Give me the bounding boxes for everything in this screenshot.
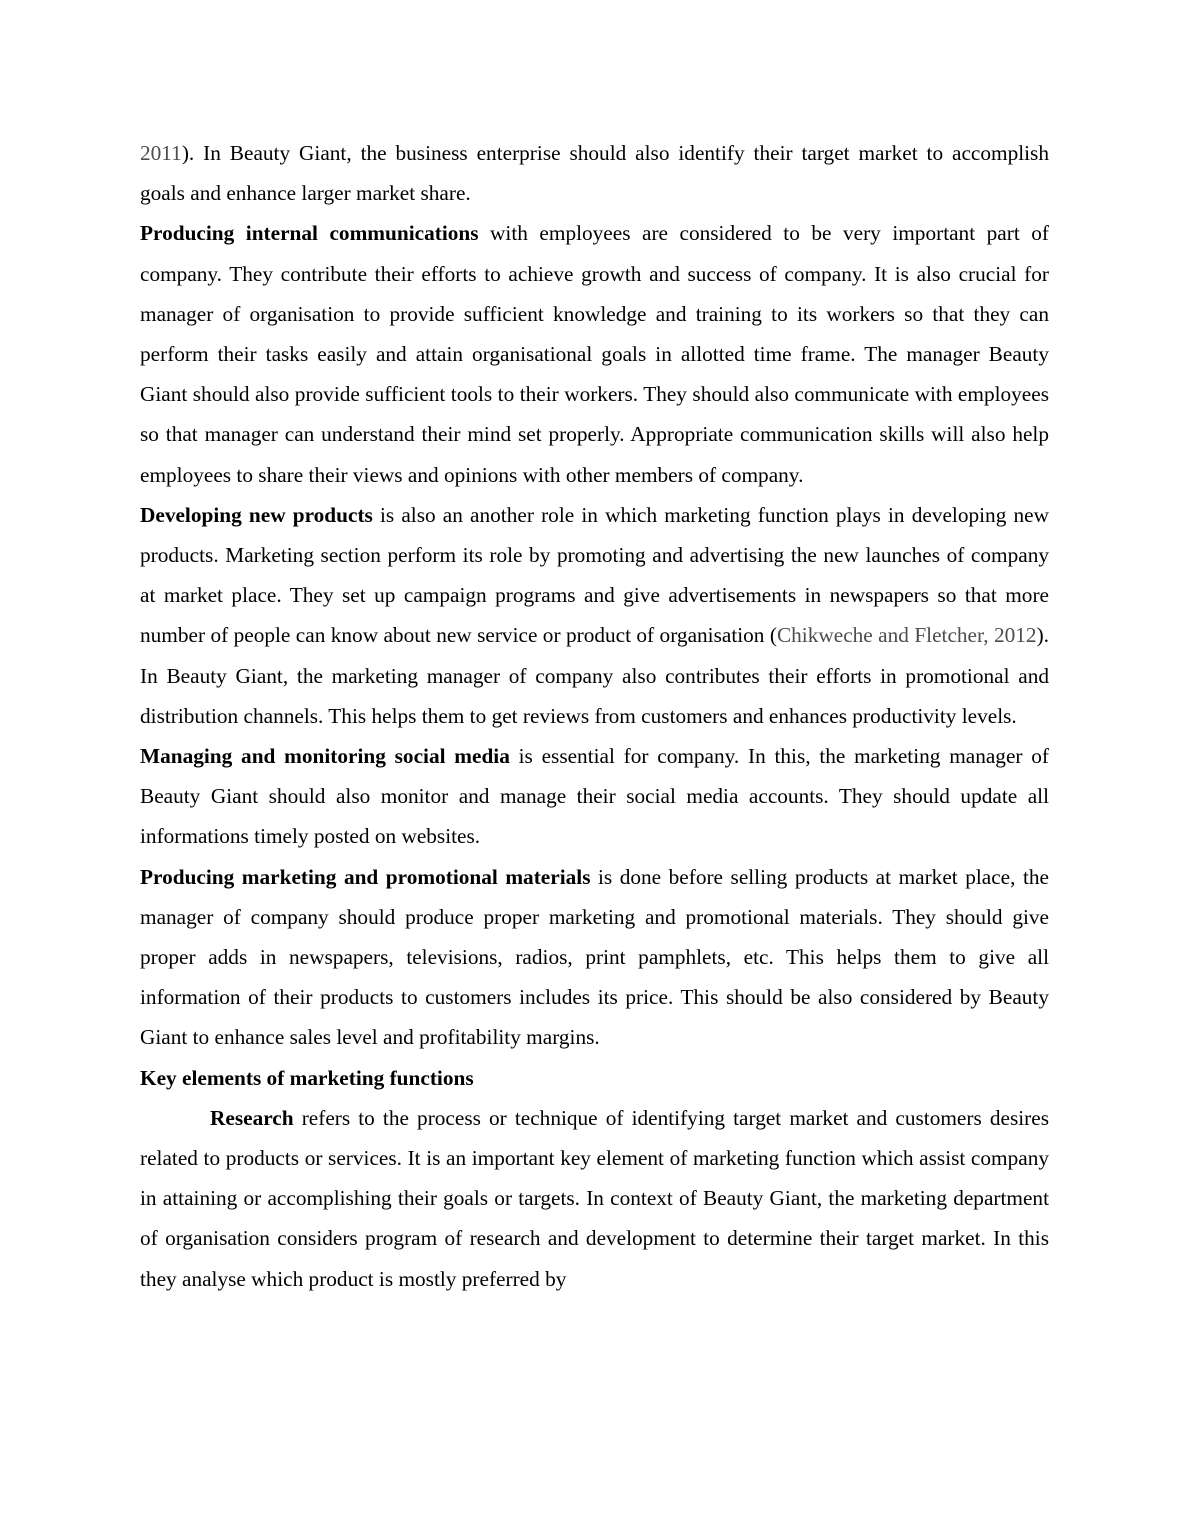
paragraph-promotional-materials — [140, 857, 1049, 1058]
paragraph-developing-products — [140, 495, 1049, 736]
paragraph-text: ). In Beauty Giant, the business enterprise should also identify their target market to accomplish goals and enhance larger market share. — [140, 141, 1049, 206]
paragraph-text: is also an another role in which marketing function plays in developing new products. Marketing section perform its role by promoting and advertising the new launches of company at market place. They set up campaign programs and give advertisements in newspapers so that more number of people can know about new service or product of organisation ( — [140, 502, 1049, 648]
paragraph-lead-bold: Managing and monitoring social media — [140, 744, 510, 769]
paragraph-text: is done before selling products at market place, the manager of company should produce proper marketing and promotional materials. They should give proper adds in newspapers, televisions, radios, print pamphlets, etc. This helps them to give all information of their products to customers includes its price. This should be also considered by Beauty Giant to enhance sales level and profitability margins. — [140, 864, 1049, 1050]
paragraph-intro — [140, 133, 1049, 213]
paragraph-text: ). In Beauty Giant, the marketing manager of company also contributes their efforts in promotional and distribution channels. This helps them to get reviews from customers and enhances productivity levels. — [140, 623, 1049, 728]
paragraph-lead-bold: Producing marketing and promotional materials — [140, 864, 591, 889]
paragraph-lead-bold: Developing new products — [140, 502, 373, 527]
paragraph-text: with employees are considered to be very important part of company. They contribute their efforts to achieve growth and success of company. It is also crucial for manager of organisation to provide sufficient knowledge and training to its workers so that they can perform their tasks easily and attain organisational goals in allotted time frame. The manager Beauty Giant should also provide sufficient tools to their workers. They should also communicate with employees so that manager can understand their mind set properly. Appropriate communication skills will also help employees to share their views and opinions with other members of company. — [140, 221, 1049, 487]
paragraph-text: is essential for company. In this, the marketing manager of Beauty Giant should also monitor and manage their social media accounts. They should update all informations timely posted on websites. — [140, 744, 1049, 849]
paragraph-internal-communications — [140, 213, 1049, 494]
paragraph-lead-bold: Producing internal communications — [140, 221, 479, 246]
citation: Chikweche and Fletcher, 2012 — [776, 623, 1037, 648]
section-heading: Key elements of marketing functions — [140, 1065, 474, 1090]
paragraph-lead-bold: Research — [210, 1105, 294, 1130]
paragraph-research — [140, 1098, 1049, 1299]
citation: 2011 — [140, 141, 182, 165]
document-page — [140, 133, 1049, 1299]
paragraph-social-media — [140, 736, 1049, 857]
paragraph-text: refers to the process or technique of identifying target market and customers desires related to products or services. It is an important key element of marketing function which assist company in attaining or accomplishing their goals or targets. In context of Beauty Giant, the marketing department of organisation considers program of research and development to determine their target market. In this they analyse which product is mostly preferred by — [140, 1105, 1049, 1291]
